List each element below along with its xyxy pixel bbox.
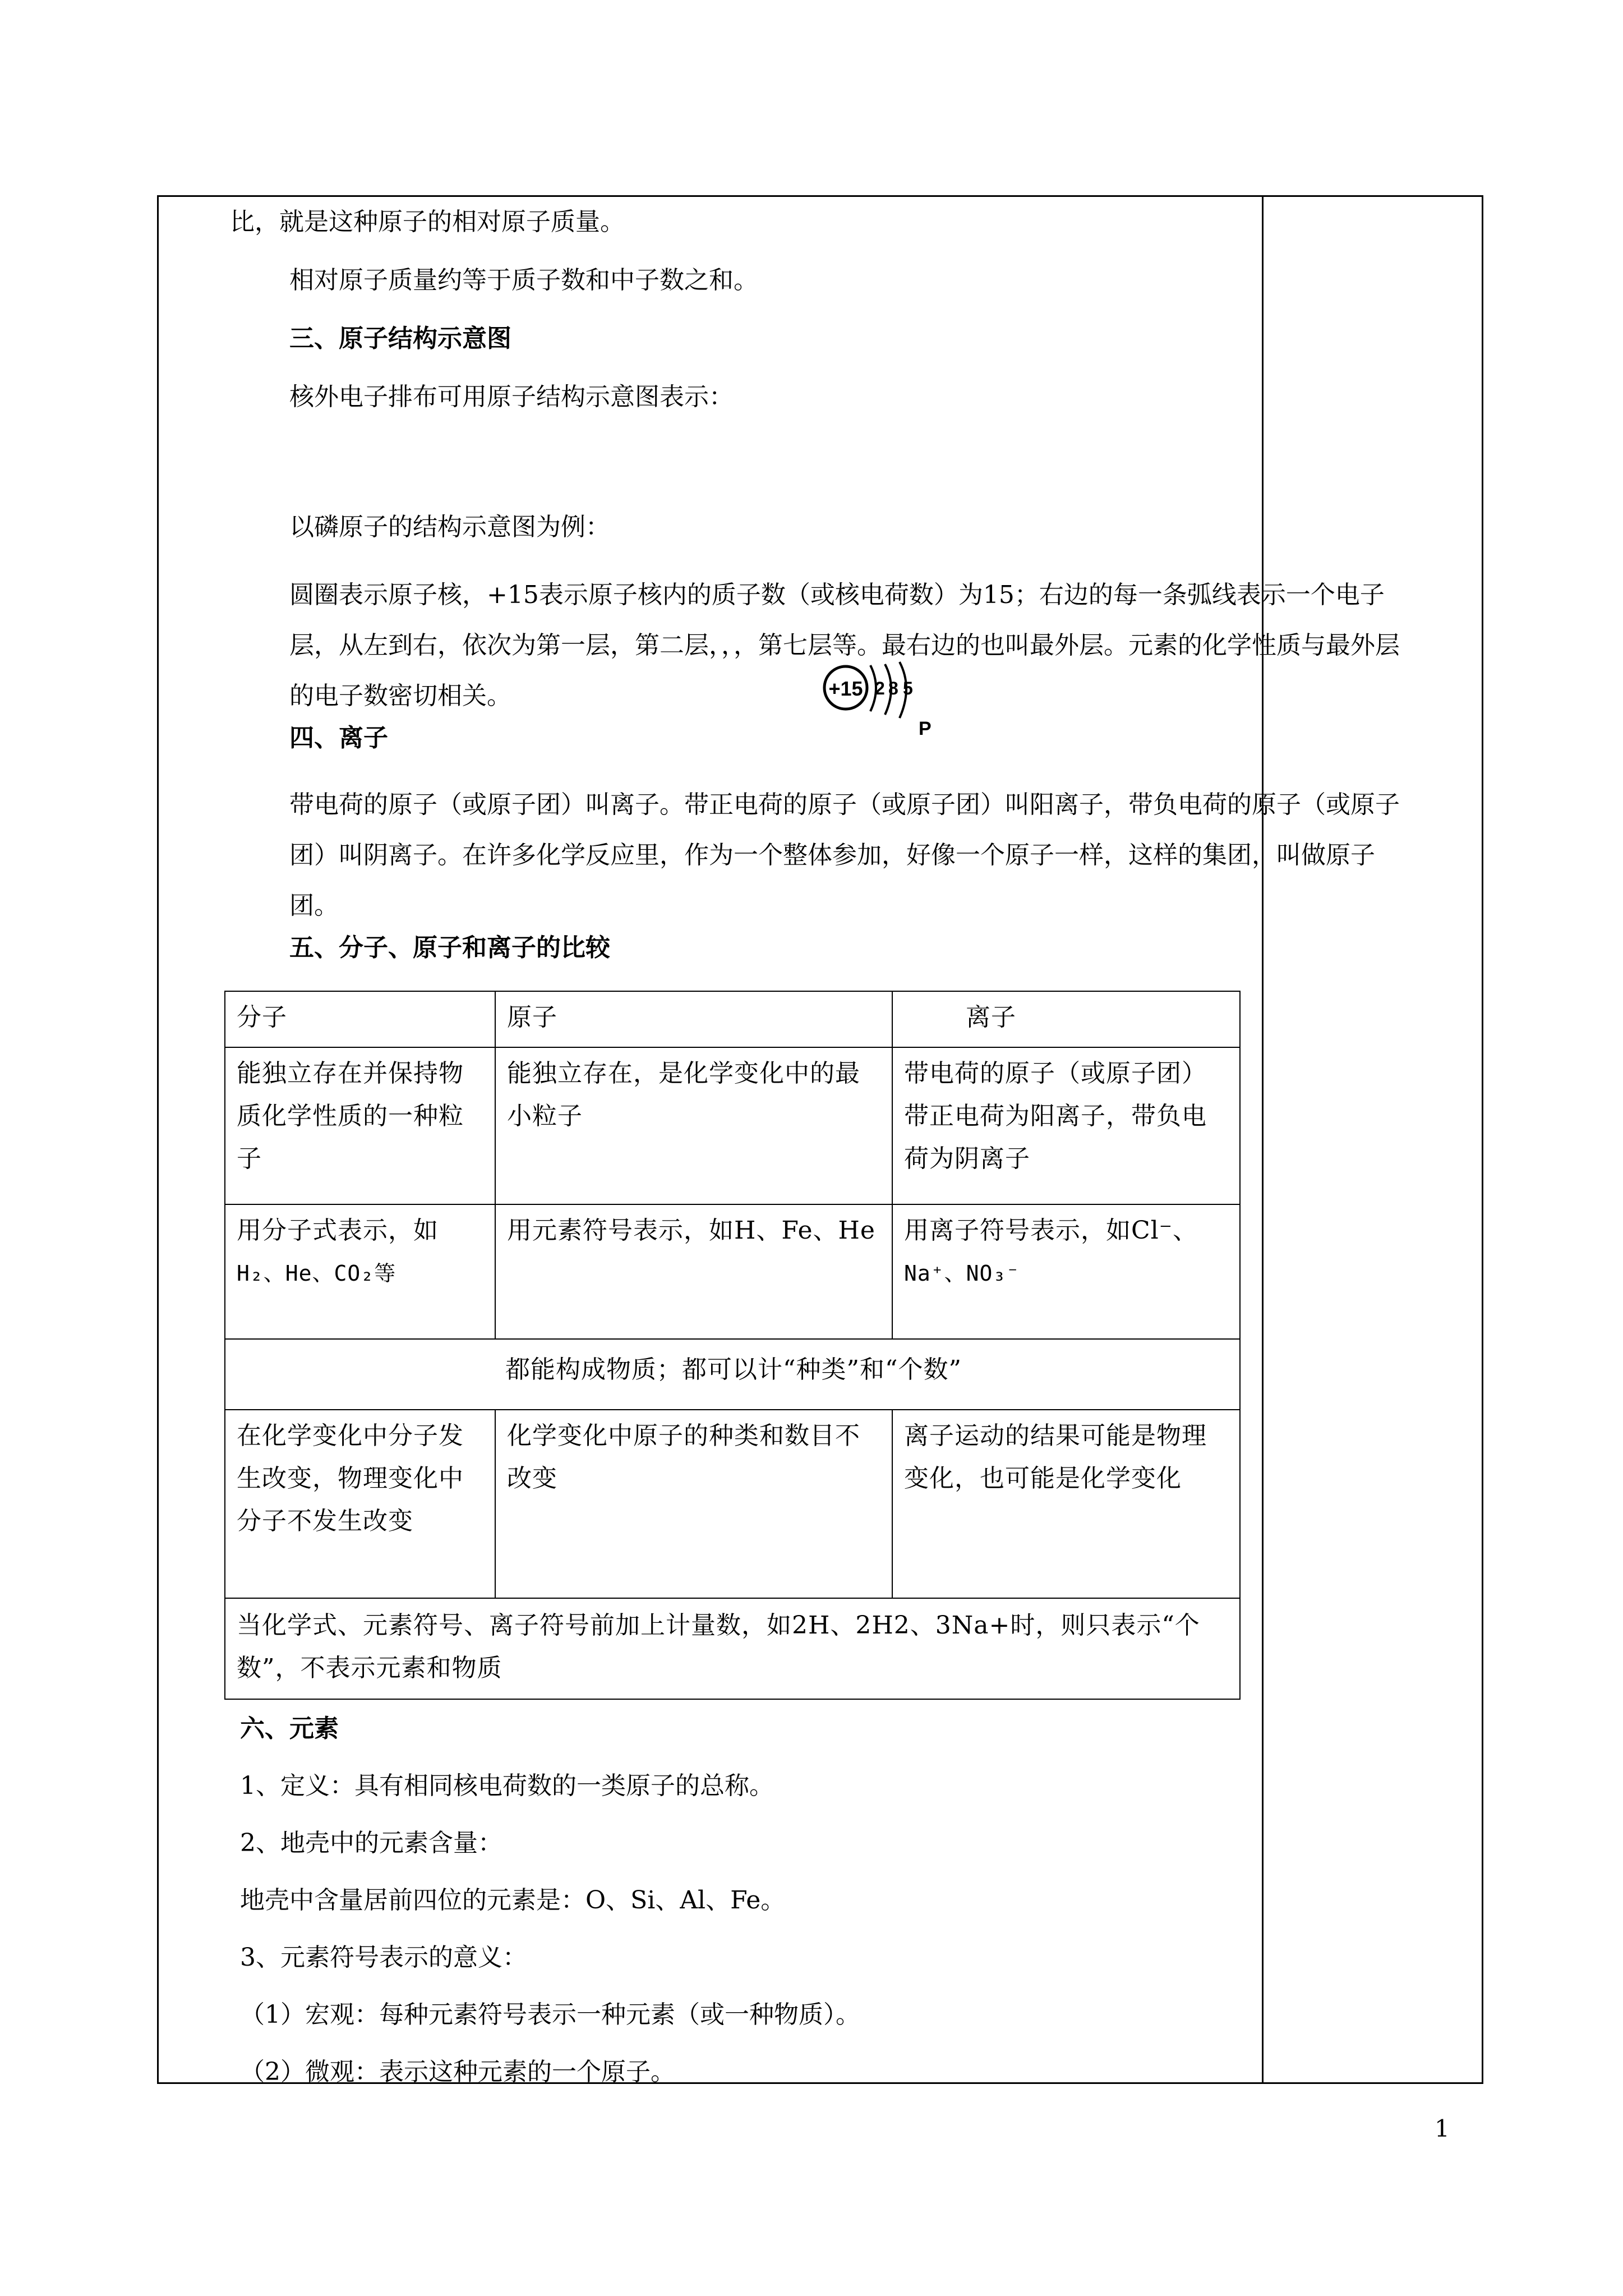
ion-notation-line2: Na⁺、NO₃⁻ [904, 1261, 1020, 1286]
molecule-notation-line1: 用分子式表示，如 [237, 1216, 439, 1245]
table-header-ion: 离子 [966, 1003, 1016, 1032]
paragraph-diagram-explanation [230, 570, 1405, 721]
molecule-notation-line2: H₂、He、CO₂等 [237, 1261, 396, 1286]
section-heading-elements: 六、元素 [240, 1714, 339, 1743]
paragraph-ions [230, 780, 1405, 931]
shell-electrons-3: 5 [903, 678, 913, 698]
phosphorus-atom-diagram [819, 661, 942, 739]
paragraph-phosphorus-example: 以磷原子的结构示意图为例： [289, 513, 610, 541]
elements-macro-meaning: （1）宏观：每种元素符号表示一种元素（或一种物质）。 [240, 2000, 860, 2029]
paragraph-electron-layout: 核外电子排布可用原子结构示意图表示： [289, 383, 734, 411]
element-symbol: P [919, 718, 932, 739]
column-divider [1262, 195, 1264, 2084]
table-cell-atom-notation: 用元素符号表示，如H、Fe、He [507, 1216, 875, 1245]
comparison-table [224, 991, 1241, 1699]
table-cell-ion-definition: 带电荷的原子（或原子团）带正电荷为阳离子，带负电荷为阴离子 [904, 1059, 1207, 1173]
elements-definition: 1、定义：具有相同核电荷数的一类原子的总称。 [240, 1772, 774, 1800]
nucleus-charge: +15 [828, 677, 863, 700]
table-cell-footer: 当化学式、元素符号、离子符号前加上计量数，如2H、2H2、3Na+时，则只表示“个数”，不表示元素和物质 [237, 1611, 1200, 1682]
table-cell-ion-notation [892, 1204, 1239, 1338]
elements-crust-content: 2、地壳中的元素含量： [240, 1829, 502, 1857]
ions-text: 带电荷的原子（或原子团）叫离子。带正电荷的原子（或原子团）叫阳离子，带负电荷的原子（或原子团）叫阴离子。在许多化学反应里，作为一个整体参加，好像一个原子一样，这样的集团，叫做原子团。 [289, 790, 1400, 920]
paragraph-continued: 比，就是这种原子的相对原子质量。 [230, 208, 625, 236]
section-heading-ions: 四、离子 [289, 724, 388, 752]
table-cell-atom-definition: 能独立存在，是化学变化中的最小粒子 [507, 1059, 860, 1130]
table-cell-molecule-notation [224, 1204, 495, 1338]
elements-micro-meaning: （2）微观：表示这种元素的一个原子。 [240, 2058, 675, 2086]
page-number: 1 [1435, 2115, 1450, 2142]
table-cell-molecule-definition: 能独立存在并保持物质化学性质的一种粒子 [237, 1059, 464, 1173]
ion-notation-line1: 用离子符号表示，如Cl⁻、 [904, 1216, 1198, 1245]
table-header-atom: 原子 [507, 1003, 557, 1032]
section-heading-comparison: 五、分子、原子和离子的比较 [289, 933, 610, 962]
shell-electrons-1: 2 [875, 678, 885, 698]
elements-crust-detail: 地壳中含量居前四位的元素是：O、Si、Al、Fe。 [240, 1886, 786, 1915]
table-border [224, 1699, 1241, 1700]
section-heading-structure: 三、原子结构示意图 [289, 324, 511, 353]
shell-electrons-2: 8 [888, 678, 898, 698]
main-content [157, 195, 1400, 2086]
table-cell-molecule-change: 在化学变化中分子发生改变，物理变化中分子不发生改变 [237, 1421, 464, 1535]
elements-symbol-meaning: 3、元素符号表示的意义： [240, 1943, 527, 1972]
paragraph-relative-mass: 相对原子质量约等于质子数和中子数之和。 [289, 266, 758, 295]
table-cell-common: 都能构成物质；都可以计“种类”和“个数” [505, 1355, 962, 1384]
table-header-molecule: 分子 [237, 1003, 287, 1032]
diagram-explanation-text: 圆圈表示原子核，+15表示原子核内的质子数（或核电荷数）为15；右边的每一条弧线表示一个电子层，从左到右，依次为第一层，第二层，，，第七层等。最右边的也叫最外层。元素的化学性质与最外层的电子数密切相关。 [289, 581, 1400, 710]
table-cell-atom-change: 化学变化中原子的种类和数目不改变 [507, 1421, 860, 1493]
table-cell-ion-change: 离子运动的结果可能是物理变化，也可能是化学变化 [904, 1421, 1207, 1493]
